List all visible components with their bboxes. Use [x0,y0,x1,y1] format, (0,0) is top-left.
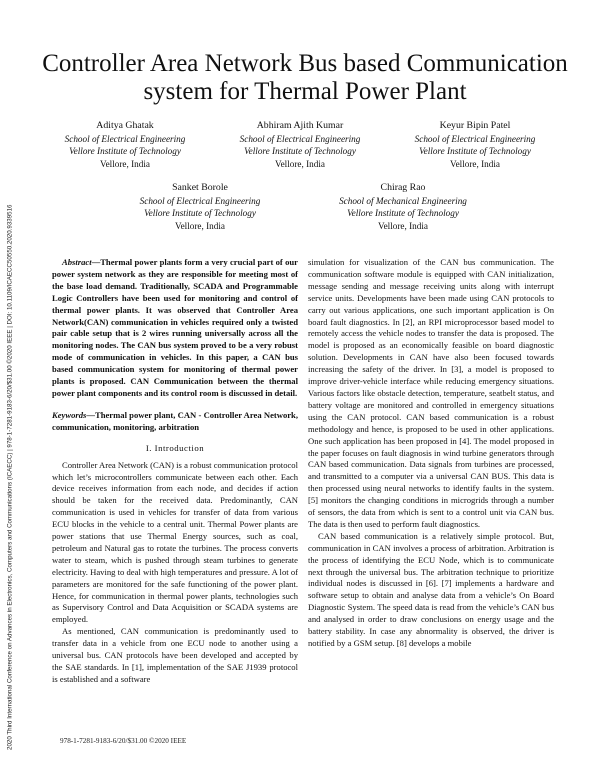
abstract [52,257,298,400]
author-dept: School of Electrical Engineering [239,133,361,144]
section-heading: I. Introduction [145,442,205,453]
author-name: Keyur Bipin Patel [439,120,511,131]
side-banner-text: 2020 Third International Conference on Advances in Electronics, Computers and Communications (ICAECC) | 978-1-7281-9183-6/20/$31.00 ©2020 IEEE | DOI: 10.1109/ICAECC50550.2020.9339516 [6,204,14,750]
keywords-label: Keywords [52,409,87,420]
author-dept: School of Electrical Engineering [414,133,536,144]
author-block [318,182,488,232]
paragraph: CAN based communication is a relatively simple protocol. But, communication in CAN involves a process of arbitration. Arbitration is the process of identifying the ECU Node, which is to communicate next through the universal bus. The arbitration technique to prioritize individual nodes is discussed in [6]. [7] implements a hardware and software setup to obtain and analyse data from a vehicle’s On Board Diagnostic System. The speed data is read from the vehicle’s CAN bus and analysed in order to draw conclusions on energy usage and the battery stability. In case any abnormality is observed, the driver is notified by a GSM setup. [8] develops a mobile [308,530,554,648]
left-column [52,257,298,686]
author-dept: School of Electrical Engineering [64,133,186,144]
author-block [215,120,385,170]
paragraph: Controller Area Network (CAN) is a robust communication protocol which let’s microcontrollers communicate between each other. Each device receives information from each node, and decides if action should be taken for the received data. Predominantly, CAN communication is used in vehicles for transfer of data from various ECU blocks in the vehicle to a central unit. Thermal Power plants are power stations that use Thermal Energy sources, such as coal, petroleum and Natural gas to rotate the turbines. The process converts water to steam, which is pushed through steam turbines to generate electricity. Having to deal with high temperatures and pressure. A lot of parameters are monitored for the safe functioning of the power plant. Hence, for communication in thermal power plants, technologies such as Supervisory Control and Data Acquisition or SCADA systems are employed. [52,459,298,625]
author-loc: Vellore, India [449,158,500,169]
paper-title: Controller Area Network Bus based Communication system for Thermal Power Plant [42,50,568,105]
author-name: Abhiram Ajith Kumar [256,120,344,131]
author-dept: School of Electrical Engineering [139,195,261,206]
author-loc: Vellore, India [99,158,150,169]
abstract-text: —Thermal power plants form a very crucial part of our power system network as they are responsible for meeting most of the base load demand. Traditionally, SCADA and Programmable Logic Controllers have been used for monitoring and control of thermal power plants. It was observed that Controller Area Network(CAN) communication in vehicles required only a twisted pair cable setup that is 2 wires running universally across all the monitoring nodes. The CAN bus system proved to be a very robust mode of communication in vehicles. In this paper, a CAN bus based communication system for monitoring of thermal power plants is proposed. CAN Communication between the thermal power plant components and its control room is discussed in detail. [52,257,298,398]
author-dept: School of Mechanical Engineering [339,195,467,206]
copyright-notice: 978-1-7281-9183-6/20/$31.00 ©2020 IEEE [60,737,187,745]
author-inst: Vellore Institute of Technology [69,146,181,156]
author-loc: Vellore, India [174,220,225,231]
author-block [115,182,285,232]
author-loc: Vellore, India [377,220,428,231]
author-name: Aditya Ghatak [96,120,154,131]
author-name: Sanket Borole [172,182,228,193]
author-name: Chirag Rao [380,182,426,193]
paragraph: As mentioned, CAN communication is predominantly used to transfer data in a vehicle from one ECU node to another using a universal bus. CAN protocols have been developed and accepted by the SAE standards. In [1], implementation of the SAE J1939 protocol is established and a software [52,626,298,684]
author-inst: Vellore Institute of Technology [244,146,356,156]
abstract-label: Abstract [62,257,92,267]
side-banner [0,0,20,776]
author-inst: Vellore Institute of Technology [347,208,459,218]
keywords-text: —Thermal power plant, CAN - Controller Area Network, communication, monitoring, arbitration [52,409,298,432]
paragraph: simulation for visualization of the CAN bus communication. The communication software module is equipped with CAN initialization, message sending and message receiving units along with interrupt service units. Developments have been made using CAN protocols to carry out various applications, one such important application is On board fault diagnostics. In [2], an RPI microprocessor based model to remotely access the vehicle nodes to transfer the data is proposed. The model is proposed as an economically feasible on board diagnostic solution. Developments in CAN have also been focused towards increasing the safety of the driver. In [3], a model is proposed to improve driver-vehicle interface while reducing emergency situations. Various factors like obstacle detection, temperature, seatbelt status, and battery voltage are monitored and controlled in emergency situations using the CAN protocol. CAN based communication is a robust methodology and hence, is proposed to be used in other applications. One such application has been proposed in [4]. The model proposed in the paper focuses on fault diagnosis in wind turbine generators through CAN based communication. Data signals from turbines are processed, and transmitted to a computer via a universal CAN BUS. This data is then processed using neural networks to identify faults in the system. [5] monitors the changing conditions in microgrids through a number of sensors, the data from which is sent to a control unit via CAN bus. The data is then used to perform fault diagnostics. [308,257,554,529]
author-inst: Vellore Institute of Technology [144,208,256,218]
author-inst: Vellore Institute of Technology [419,146,531,156]
author-block [40,120,210,170]
right-column [308,257,554,650]
author-block [390,120,560,170]
author-loc: Vellore, India [274,158,325,169]
keywords [52,410,298,434]
